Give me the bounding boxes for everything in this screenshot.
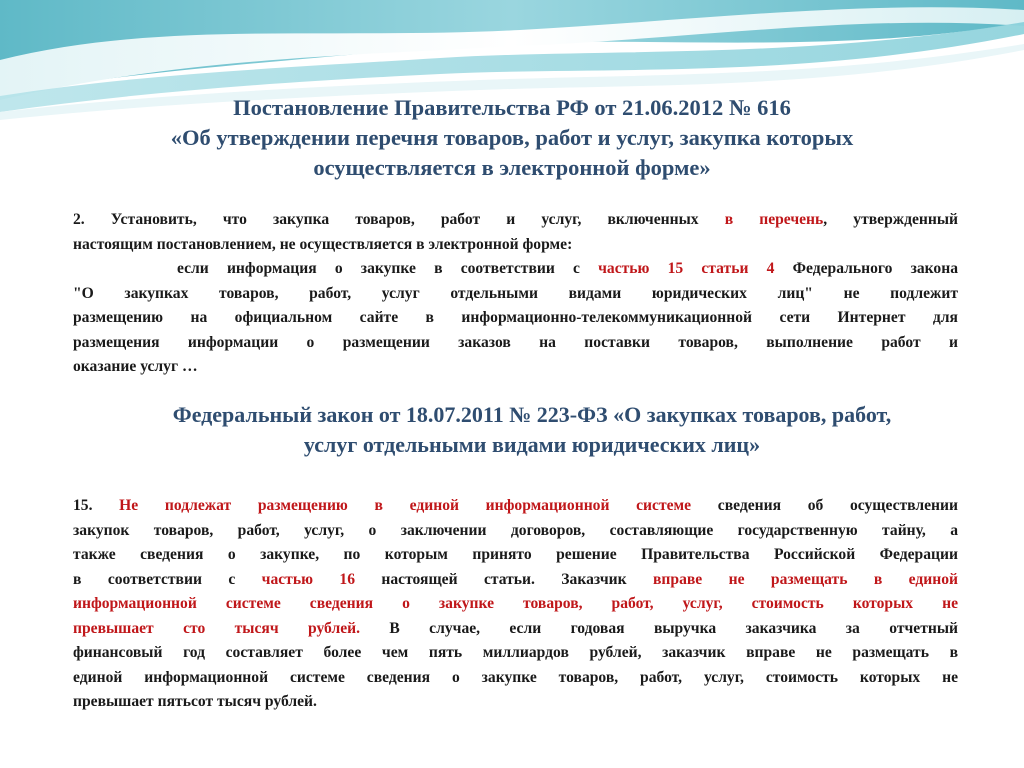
para2-line-8: единой информационной системе сведения о закупке товаров, работ, услуг, стоимость которых не	[73, 668, 958, 686]
para1-line-6: размещения информации о размещении заказов на поставки товаров, выполнение работ и	[73, 333, 958, 351]
para2-line-9: превышает пятьсот тысяч рублей.	[73, 693, 317, 710]
para1-line-1: 2. Установить, что закупка товаров, работ и услуг, включенных в перечень, утвержденный	[73, 211, 959, 228]
para2-line-2: закупок товаров, работ, услуг, о заключении договоров, составляющие государственную тайну, а	[73, 521, 958, 539]
para2-line-1: 15. Не подлежат размещению в единой информационной системе сведения об осуществлении	[73, 497, 958, 514]
resolution-paragraph	[73, 208, 958, 380]
title-line-1: Постановление Правительства РФ от 21.06.2012 № 616	[233, 95, 791, 120]
highlight-part15-article4: частью 15 статьи 4	[598, 260, 775, 277]
highlight-right-not-publish: вправе не размещать в единой	[653, 570, 959, 588]
para1-line-5: размещению на официальном сайте в информационно-телекоммуникационной сети Интернет для	[73, 309, 958, 326]
highlight-perechen: в перечень	[724, 211, 824, 228]
para1-line-4: "О закупках товаров, работ, услуг отдельными видами юридических лиц" не подлежит	[73, 284, 958, 302]
law-title-line-1: Федеральный закон от 18.07.2011 № 223-ФЗ «О закупках товаров, работ,	[172, 402, 892, 427]
highlight-not-subject: Не подлежат размещению в единой информационной системе	[119, 497, 692, 514]
highlight-hundred-thousand: превышает сто тысяч рублей.	[73, 619, 361, 637]
law-title-line-2: услуг отдельными видами юридических лиц»	[303, 432, 761, 457]
title-line-2: «Об утверждении перечня товаров, работ и услуг, закупка которых	[170, 125, 854, 150]
title-line-3: осуществляется в электронной форме»	[313, 155, 711, 180]
para1-line-7: оказание услуг …	[73, 358, 198, 375]
highlight-part16: частью 16	[261, 570, 355, 588]
para2-line-4: в соответствии с частью 16 настоящей статьи. Заказчик вправе не размещать в единой	[73, 570, 959, 588]
para2-line-7: финансовый год составляет более чем пять миллиардов рублей, заказчик вправе не размещать в	[73, 644, 958, 661]
para2-line-5: информационной системе сведения о закупке товаров, работ, услуг, стоимость которых не	[73, 595, 958, 612]
para1-line-3: если информация о закупке в соответствии с частью 15 статьи 4 Федерального закона	[177, 260, 958, 277]
para1-line-2: настоящим постановлением, не осуществляется в электронной форме:	[73, 235, 573, 253]
para2-line-3: также сведения о закупке, по которым принято решение Правительства Российской Федерации	[73, 546, 958, 563]
slide-title	[100, 93, 924, 183]
law-paragraph-15	[73, 494, 958, 715]
para2-line-6: превышает сто тысяч рублей. В случае, если годовая выручка заказчика за отчетный	[73, 619, 958, 637]
law-title	[90, 400, 974, 460]
